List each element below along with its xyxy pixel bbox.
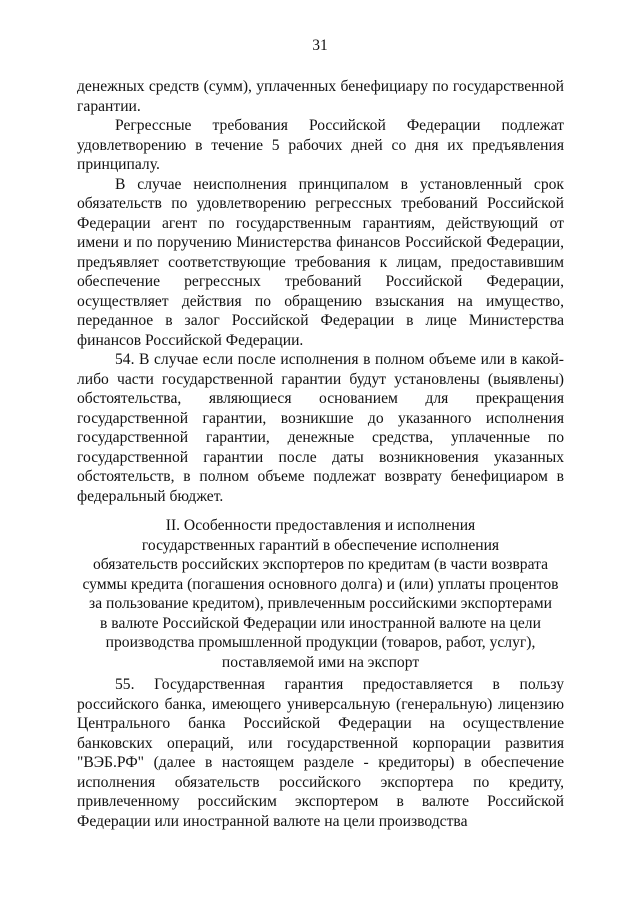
paragraph: денежных средств (сумм), уплаченных бенефициару по государственной гарантии. — [77, 78, 564, 115]
paragraph: 55. Государственная гарантия предоставляется в пользу российского банка, имеющего универсальную (генеральную) лицензию Центрального банка Российской Федерации на осуществление банковских операций, или государственной корпорации развития "ВЭБ.РФ" (далее в настоящем разделе - кредиторы) в обеспечение исполнения обязательств российского экспортера по кредиту, привлеченному российским экспортером в валюте Российской Федерации или иностранной валюте на цели производства — [77, 676, 564, 830]
page-number: 31 — [312, 37, 328, 54]
body-text-top — [77, 77, 564, 506]
section-heading-line: в валюте Российской Федерации или иностранной валюте на цели — [100, 614, 541, 632]
section-heading-line: за пользование кредитом), привлеченным российскими экспортерами — [89, 595, 552, 612]
section-heading-line: обязательств российских экспортеров по кредитам (в части возврата — [92, 556, 549, 573]
paragraph: В случае неисполнения принципалом в установленный срок обязательств по удовлетворению регрессных требований Российской Федерации агент по государственным гарантиям, действующий от имени и по поручению Министерства финансов Российской Федерации, предъявляет соответствующие требования к лицам, предоставившим обеспечение регрессных требований Российской Федерации, осуществляет действия по обращению взыскания на имущество, переданное в залог Российской Федерации в лице Министерства финансов Российской Федерации. — [77, 175, 564, 349]
section-heading-line: поставляемой ими на экспорт — [221, 653, 420, 671]
section-heading-line: II. Особенности предоставления и исполнения — [165, 517, 476, 534]
body-text-bottom — [77, 675, 564, 831]
section-heading-line: производства промышленной продукции (товаров, работ, услуг), — [105, 634, 536, 651]
section-heading-line: суммы кредита (погашения основного долга) и (или) уплаты процентов — [82, 575, 559, 593]
paragraph: 54. В случае если после исполнения в полном объеме или в какой-либо части государственной гарантии будут установлены (выявлены) обстоятельства, являющиеся основанием для прекращения государственной гарантии, возникшие до указанного исполнения государственной гарантии, денежные средства, уплаченные по государственной гарантии после даты возникновения указанных обстоятельств, в полном объеме подлежат возврату бенефициаром в федеральный бюджет. — [77, 351, 564, 505]
section-heading-line: государственных гарантий в обеспечение исполнения — [141, 536, 500, 554]
paragraph: Регрессные требования Российской Федерации подлежат удовлетворению в течение 5 рабочих дней со дня их предъявления принципалу. — [77, 117, 564, 173]
section-heading — [77, 516, 564, 672]
